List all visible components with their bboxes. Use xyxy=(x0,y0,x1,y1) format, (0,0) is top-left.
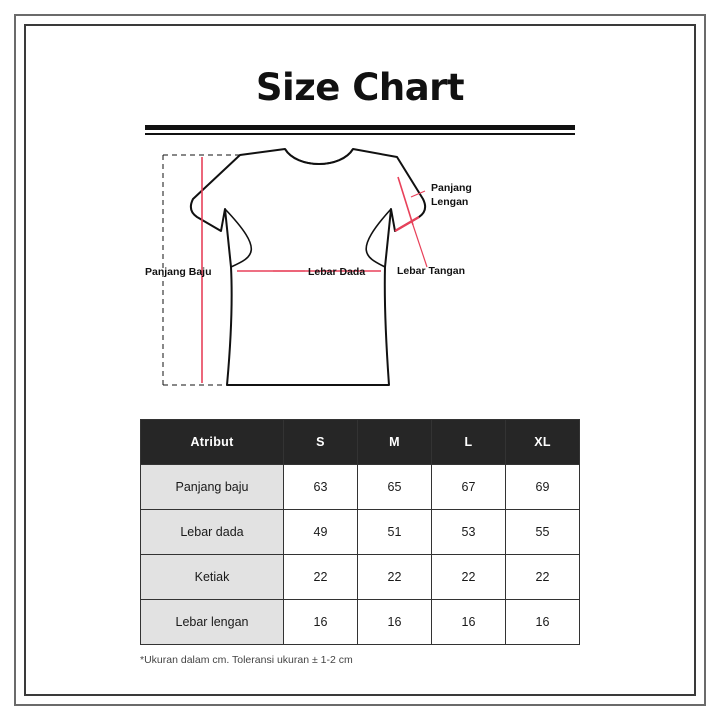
tshirt-svg xyxy=(145,147,575,412)
table-row xyxy=(141,555,580,600)
cell-xl: 22 xyxy=(506,555,580,600)
row-attribute: Panjang baju xyxy=(141,465,284,510)
size-table xyxy=(140,419,580,645)
col-header-xl: XL xyxy=(506,420,580,465)
cell-s: 63 xyxy=(284,465,358,510)
cell-l: 16 xyxy=(432,600,506,645)
label-lebar-dada: Lebar Dada xyxy=(308,266,366,278)
table-row xyxy=(141,465,580,510)
cell-xl: 69 xyxy=(506,465,580,510)
tshirt-diagram xyxy=(24,147,696,415)
cell-l: 53 xyxy=(432,510,506,555)
col-header-attribute: Atribut xyxy=(141,420,284,465)
col-header-m: M xyxy=(358,420,432,465)
page-title: Size Chart xyxy=(255,66,465,109)
row-attribute: Lebar dada xyxy=(141,510,284,555)
table-head xyxy=(141,420,580,465)
measurement-note: *Ukuran dalam cm. Toleransi ukuran ± 1-2 cm xyxy=(140,654,353,666)
label-panjang-baju: Panjang Baju xyxy=(145,266,212,278)
label-panjang-lengan-line2: Lengan xyxy=(431,196,469,208)
cell-s: 16 xyxy=(284,600,358,645)
label-lebar-tangan: Lebar Tangan xyxy=(397,265,466,277)
table-body xyxy=(141,465,580,645)
cell-m: 22 xyxy=(358,555,432,600)
table-row xyxy=(141,600,580,645)
cell-m: 16 xyxy=(358,600,432,645)
page-content xyxy=(24,24,696,696)
cell-m: 51 xyxy=(358,510,432,555)
label-panjang-lengan-line1: Panjang xyxy=(431,182,472,194)
row-attribute: Lebar lengan xyxy=(141,600,284,645)
divider-thin xyxy=(145,133,575,135)
cell-m: 65 xyxy=(358,465,432,510)
table-row xyxy=(141,510,580,555)
cell-s: 22 xyxy=(284,555,358,600)
size-table-wrap xyxy=(140,419,580,645)
table-header-row xyxy=(141,420,580,465)
divider-thick xyxy=(145,125,575,130)
cell-xl: 16 xyxy=(506,600,580,645)
cell-l: 22 xyxy=(432,555,506,600)
col-header-s: S xyxy=(284,420,358,465)
row-attribute: Ketiak xyxy=(141,555,284,600)
title-divider xyxy=(145,125,575,135)
col-header-l: L xyxy=(432,420,506,465)
cell-l: 67 xyxy=(432,465,506,510)
cell-s: 49 xyxy=(284,510,358,555)
cell-xl: 55 xyxy=(506,510,580,555)
